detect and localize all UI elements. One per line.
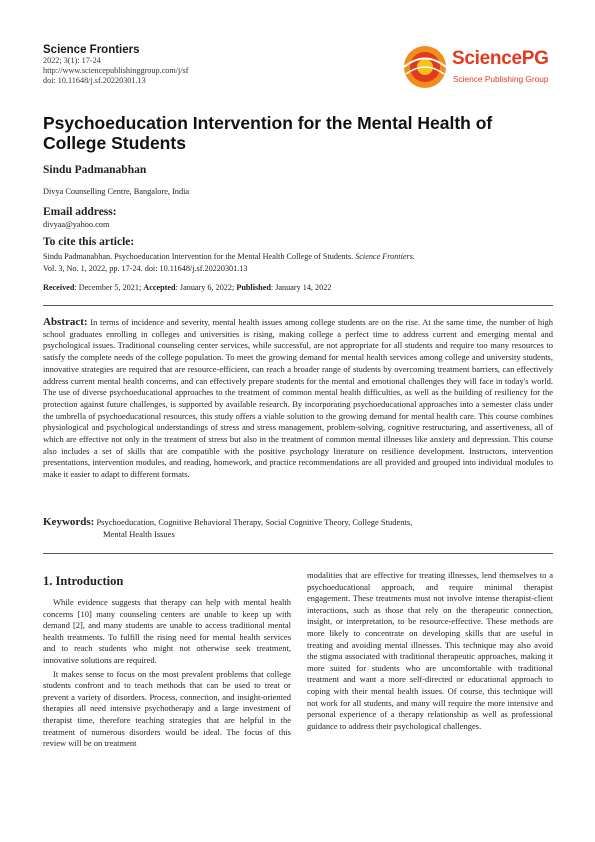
received-date: December 5, 2021; xyxy=(78,283,142,292)
journal-url[interactable]: http://www.sciencepublishinggroup.com/j/sf xyxy=(43,66,189,75)
accepted-date: January 6, 2022; xyxy=(179,283,235,292)
journal-issue: 2022; 3(1): 17-24 xyxy=(43,56,101,65)
abstract xyxy=(43,317,553,481)
journal-doi: doi: 10.11648/j.sf.20220301.13 xyxy=(43,76,146,85)
intro-column-right xyxy=(307,570,553,732)
received-label: Received xyxy=(43,283,75,292)
journal-name: Science Frontiers xyxy=(43,44,140,56)
published-date: January 14, 2022 xyxy=(275,283,332,292)
citation-journal: Science Frontiers. xyxy=(355,252,415,261)
abstract-text: In terms of incidence and severity, mental health issues among college students are on the rise. At the same time, the number of high school graduates enrolling in colleges and universities is rising, making college a perfect time to address current and emerging mental and psychological issues. Traditional counseling center services, while successful, are not appropriate for all students and require too many resources to satisfy the complete needs of the college population. To meet the growing demand for mental health services among college and university students, innovative strategies are required that are resource-efficient, can reach a broader range of students by overcoming treatment barriers, can effectively address current mental health concerns, and can effectively prepare students for the mental and emotional challenges they will face in today's world. The use of diverse psychoeducational approaches to the treatment of common mental health difficulties, as well as the building of resiliency for the protection against future challenges, is supported by available research. By incorporating psychoeducational approaches into a semester class under the umbrella of psychoeducational resources, this study offers a viable solution to the growing demand for mental health care. This course combines physiological and psychological understandings of stress and stress management, problem-solving, cognitive restructuring, and assertiveness, all of which are effective not only in the treatment of stress but also in the treatment of common mental illnesses like anxiety and depression. This course also includes a set of skills that are compatible with the positive psychology literature on resilience development. Instructors, intervention presentations, intervention modules, and reading, homework, and practice recommendations are all provided and grouped into individual modules to make it easier to adapt to different formats. xyxy=(43,317,554,480)
keywords-line-1: Psychoeducation, Cognitive Behavioral Therapy, Social Cognitive Theory, College Students, xyxy=(96,517,413,527)
abstract-label: Abstract: xyxy=(43,316,88,328)
intro-paragraph-2: It makes sense to focus on the most prevalent problems that college students confront and to teach methods that can be used to treat or prevent a variety of disorders. Process, connection, and insight-oriented therapies all need intensive psychotherapy and a large investment of therapist time, therefore teaching strategies that are helpful in the treatment of numerous disorders would be ideal. The focus of this review will be on treatment xyxy=(43,668,291,749)
journal-header xyxy=(43,44,343,86)
affiliation: Divya Counselling Centre, Bangalore, India xyxy=(43,187,190,196)
keywords-line-2: Mental Health Issues xyxy=(103,529,175,539)
citation xyxy=(43,251,553,274)
keywords xyxy=(43,516,553,540)
logo-brand: SciencePG xyxy=(452,48,549,69)
sciencepg-logo-icon xyxy=(402,44,448,90)
email-label: Email address: xyxy=(43,206,117,218)
citation-main: Sindu Padmanabhan. Psychoeducation Intervention for the Mental Health College of Students. xyxy=(43,252,354,261)
publisher-logo xyxy=(402,44,562,92)
divider-bottom xyxy=(43,553,553,554)
published-label: Published xyxy=(236,283,271,292)
citation-rest: Vol. 3, No. 1, 2022, pp. 17-24. doi: 10.11648/j.sf.20220301.13 xyxy=(43,263,248,273)
paper-title: Psychoeducation Intervention for the Mental Health of College Students xyxy=(43,113,493,153)
publication-dates: Received: December 5, 2021; Accepted: January 6, 2022; Published: January 14, 2022 xyxy=(43,283,332,292)
cite-label: To cite this article: xyxy=(43,236,135,248)
section-heading: 1. Introduction xyxy=(43,574,124,588)
accepted-label: Accepted xyxy=(143,283,176,292)
keywords-label: Keywords: xyxy=(43,516,95,528)
author-name: Sindu Padmanabhan xyxy=(43,164,147,176)
email-address[interactable]: divyaa@yahoo.com xyxy=(43,220,110,229)
intro-paragraph-1: While evidence suggests that therapy can help with mental health concerns [10] many counseling centers are unable to keep up with demand [2], and many students are unable to access traditional mental health treatments. To fulfill the rising need for mental health services and to reach students who might not otherwise seek treatment, innovative solutions are required. xyxy=(43,597,291,665)
divider-top xyxy=(43,305,553,306)
intro-paragraph-3: modalities that are effective for treating illnesses, lend themselves to a psychoeducational approach, and require minimal therapist engagement. These treatments must not involve intense therapist-client interactions, such as those that rely on the therapeutic connection, insight, or interpretation, to be resource-effective. These methods are more likely to concentrate on developing skills that are useful in treating and avoiding mental illnesses. This technique may also avoid the stigma associated with traditional therapeutic approaches, making it more suited for students who are uncomfortable with traditional treatment and want a more self-directed or educational approach to coping with their mental health issues. Of course, this technique will not work for all students, and many will require the more intensive and personal experience of a therapy relationship as well as professional guidance to address their psychological challenges. xyxy=(307,570,553,731)
intro-column-left xyxy=(43,597,291,752)
logo-tagline: Science Publishing Group xyxy=(453,74,549,84)
